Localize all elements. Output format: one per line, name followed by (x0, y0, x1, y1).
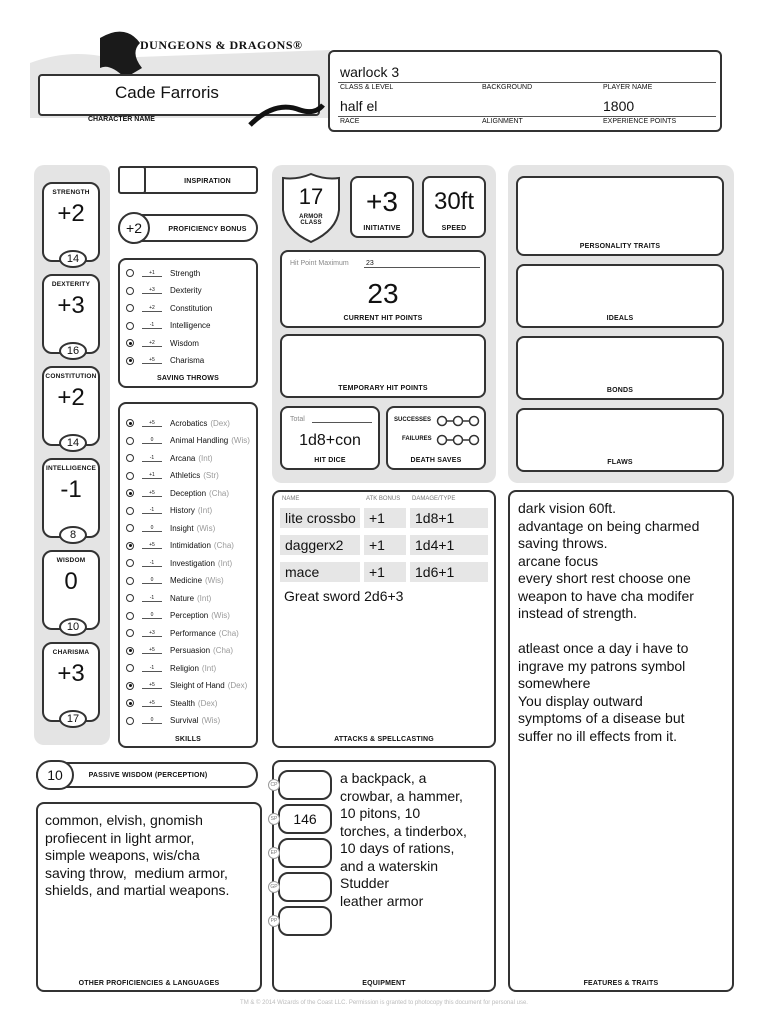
background-label: BACKGROUND (482, 84, 533, 91)
attack-bonus-cell[interactable]: +1 (364, 562, 406, 582)
attacks-col-bonus: ATK BONUS (366, 496, 401, 502)
divider (338, 116, 716, 117)
ability-name: CHARISMA (52, 649, 90, 656)
skill-bonus[interactable]: +5 (142, 490, 162, 497)
bonds-label: BONDS (606, 387, 634, 394)
current-hp-label: CURRENT HIT POINTS (343, 315, 423, 322)
skill-row (126, 591, 211, 605)
ability-charisma-box (42, 642, 100, 725)
attacks-col-name: NAME (282, 496, 300, 502)
speed-value[interactable]: 30ft (433, 188, 475, 215)
skill-row (126, 626, 239, 640)
proficiency-radio[interactable] (126, 542, 134, 550)
skill-bonus[interactable]: +5 (142, 700, 162, 707)
initiative-label: INITIATIVE (363, 225, 401, 232)
proficiency-radio[interactable] (126, 594, 134, 602)
alignment-label: ALIGNMENT (482, 118, 523, 125)
bonds-box[interactable] (516, 336, 724, 400)
skill-name: Perception (170, 611, 209, 620)
saving-throw-row (126, 354, 204, 368)
saving-throws-label: SAVING THROWS (157, 375, 219, 382)
ability-score[interactable]: 14 (59, 250, 87, 268)
ideals-box[interactable] (516, 264, 724, 328)
saving-throw-bonus[interactable]: +5 (142, 357, 162, 364)
ability-name: CONSTITUTION (45, 373, 97, 380)
hit-dice-value[interactable]: 1d8+con (299, 432, 361, 449)
skill-name: Medicine (170, 576, 203, 585)
skill-row (126, 609, 230, 623)
saving-throw-bonus[interactable]: +3 (142, 287, 162, 294)
equipment-text[interactable]: a backpack, a crowbar, a hammer, 10 pitons, 10 torches, a tinderbox, 10 days of rations, and a waterskin Studder leather armor (340, 770, 467, 909)
proficiencies-box (36, 802, 262, 992)
skill-bonus[interactable]: -1 (142, 507, 162, 514)
death-saves-label: DEATH SAVES (410, 457, 462, 464)
attack-name-cell[interactable]: mace (280, 562, 360, 582)
skill-attribute: (Int) (197, 506, 213, 515)
race-label: RACE (340, 118, 360, 125)
ability-name: INTELLIGENCE (45, 465, 97, 472)
ability-score[interactable]: 17 (59, 710, 87, 728)
equipment-label: EQUIPMENT (362, 980, 406, 987)
skill-bonus[interactable]: +5 (142, 420, 162, 427)
coin-cp-field[interactable] (278, 770, 332, 800)
proficiency-radio[interactable] (126, 269, 134, 277)
inspiration-label: INSPIRATION (184, 178, 231, 185)
hit-dice-label: HIT DICE (314, 457, 346, 464)
proficiency-radio[interactable] (126, 419, 134, 427)
character-name-label: CHARACTER NAME (88, 116, 155, 123)
ability-modifier[interactable]: 0 (64, 568, 78, 595)
coin-label: GP (268, 881, 280, 893)
skill-row (126, 679, 247, 693)
skill-attribute: (Int) (197, 593, 212, 603)
skill-row (126, 556, 232, 570)
passive-wisdom-value[interactable]: 10 (36, 760, 74, 790)
coin-sp-field[interactable]: 146 (278, 804, 332, 834)
proficiency-radio[interactable] (126, 682, 134, 690)
ideals-label: IDEALS (606, 315, 634, 322)
attack-bonus-cell[interactable]: +1 (364, 508, 406, 528)
coin-ep-field[interactable] (278, 838, 332, 868)
dragon-tail-icon (245, 95, 325, 130)
proficiency-radio[interactable] (126, 699, 134, 707)
skill-bonus[interactable]: -1 (142, 560, 162, 567)
attack-damage-cell[interactable]: 1d8+1 (410, 508, 488, 528)
armor-class-label: ARMOR CLASS (299, 214, 323, 226)
class-level-value[interactable]: warlock 3 (340, 64, 400, 80)
proficiencies-label: OTHER PROFICIENCIES & LANGUAGES (78, 980, 220, 987)
saving-throw-name: Wisdom (170, 338, 199, 348)
passive-wisdom-box (36, 762, 258, 788)
skill-row (126, 661, 216, 675)
ability-dexterity-box (42, 274, 100, 357)
attack-name-cell[interactable]: lite crossbo (280, 508, 360, 528)
skill-bonus[interactable]: +5 (142, 542, 162, 549)
saving-throws-box (118, 258, 258, 388)
character-info-box (328, 50, 722, 132)
skill-name: Religion (170, 663, 199, 673)
proficiency-bonus-label: PROFICIENCY BONUS (168, 226, 247, 233)
death-saves-box (386, 406, 486, 470)
attacks-label: ATTACKS & SPELLCASTING (334, 736, 434, 743)
ability-modifier[interactable]: +2 (57, 200, 85, 227)
proficiency-radio[interactable] (126, 717, 134, 725)
proficiency-radio[interactable] (126, 339, 134, 347)
failure-circles-icon[interactable] (436, 434, 480, 446)
proficiency-bonus-value[interactable]: +2 (118, 212, 150, 244)
skill-bonus[interactable]: 0 (142, 577, 162, 584)
skill-name: Insight (170, 523, 194, 533)
skill-name: Intimidation (170, 541, 211, 550)
skill-row (126, 504, 212, 518)
skill-bonus[interactable]: 0 (142, 612, 162, 619)
skill-bonus[interactable]: -1 (142, 665, 162, 672)
skill-row (126, 714, 220, 728)
ability-strength-box (42, 182, 100, 265)
skill-name: Acrobatics (170, 418, 208, 428)
skill-bonus[interactable]: 0 (142, 717, 162, 724)
coin-label: PP (268, 915, 280, 927)
coin-label: SP (268, 813, 280, 825)
attack-damage-cell[interactable]: 1d6+1 (410, 562, 488, 582)
attacks-col-damage: DAMAGE/TYPE (412, 496, 456, 502)
skill-attribute: (Cha) (213, 541, 234, 550)
skill-name: Sleight of Hand (170, 681, 225, 690)
skill-name: Persuasion (170, 646, 211, 655)
class-level-label: CLASS & LEVEL (340, 84, 394, 91)
ability-intelligence-box (42, 458, 100, 541)
attack-damage-cell[interactable]: 1d4+1 (410, 535, 488, 555)
features-box (508, 490, 734, 992)
death-saves-successes-label: SUCCESSES (394, 417, 432, 423)
ability-score[interactable]: 14 (59, 434, 87, 452)
skill-row (126, 644, 233, 658)
proficiency-radio[interactable] (126, 472, 134, 480)
skill-name: Animal Handling (170, 436, 229, 445)
proficiency-radio[interactable] (126, 304, 134, 312)
skill-name: History (170, 506, 195, 515)
ability-constitution-box (42, 366, 100, 449)
skill-attribute: (Int) (201, 663, 217, 673)
coin-pp-field[interactable] (278, 906, 332, 936)
proficiency-radio[interactable] (126, 437, 134, 445)
ability-modifier[interactable]: +2 (57, 384, 85, 411)
armor-class-value[interactable]: 17 (298, 184, 324, 209)
attack-name-cell[interactable]: daggerx2 (280, 535, 360, 555)
skill-name: Performance (170, 628, 216, 638)
skill-attribute: (Cha) (213, 646, 234, 655)
experience-label: EXPERIENCE POINTS (603, 118, 677, 125)
proficiency-radio[interactable] (126, 357, 134, 365)
proficiency-radio[interactable] (126, 629, 134, 637)
hp-max-value[interactable]: 23 (364, 260, 480, 268)
speed-label: SPEED (441, 225, 467, 232)
skill-attribute: (Cha) (218, 628, 239, 638)
inspiration-box (118, 166, 258, 194)
proficiency-radio[interactable] (126, 647, 134, 655)
proficiency-radio[interactable] (126, 454, 134, 462)
skill-row (126, 574, 224, 588)
features-text[interactable]: dark vision 60ft. advantage on being charmed saving throws. arcane focus every short rest choose one weapon to have cha modifer instead of strength. atleast once a day i have to ingrave my patrons symbol somewhere You display outward symptoms of a disease but suffer no ill effects from it. (518, 500, 700, 744)
inspiration-checkbox[interactable] (118, 166, 146, 194)
skill-row (126, 451, 213, 465)
ability-name: DEXTERITY (51, 281, 91, 288)
flaws-label: FLAWS (607, 459, 633, 466)
proficiency-radio[interactable] (126, 489, 134, 497)
attacks-notes[interactable]: Great sword 2d6+3 (284, 588, 404, 604)
skill-name: Nature (170, 593, 195, 603)
skill-attribute: (Wis) (211, 611, 230, 620)
attacks-box (272, 490, 496, 748)
skill-bonus[interactable]: -1 (142, 595, 162, 602)
coin-gp-field[interactable] (278, 872, 332, 902)
character-name-value[interactable]: Cade Farroris (115, 83, 219, 102)
divider (312, 422, 372, 423)
saving-throw-name: Strength (170, 268, 201, 278)
proficiency-radio[interactable] (126, 507, 134, 515)
saving-throw-row (126, 319, 210, 333)
proficiency-radio[interactable] (126, 524, 134, 532)
temp-hp-box (280, 334, 486, 398)
skill-name: Survival (170, 716, 199, 725)
skill-attribute: (Wis) (201, 716, 221, 725)
proficiency-radio[interactable] (126, 664, 134, 672)
initiative-value[interactable]: +3 (366, 186, 398, 217)
ability-score[interactable]: 10 (59, 618, 87, 636)
temp-hp-label: TEMPORARY HIT POINTS (338, 385, 428, 392)
coin-label: EP (268, 847, 280, 859)
skill-bonus[interactable]: +5 (142, 647, 162, 654)
race-value[interactable]: half el (340, 98, 378, 114)
skills-label: SKILLS (174, 736, 202, 743)
skill-name: Athletics (170, 471, 201, 480)
personality-traits-label: PERSONALITY TRAITS (579, 243, 661, 250)
skill-bonus[interactable]: +1 (142, 472, 162, 479)
proficiency-radio[interactable] (126, 322, 134, 330)
speed-box (422, 176, 486, 238)
skill-row (126, 486, 229, 500)
skill-row (126, 416, 230, 430)
skill-row (126, 696, 217, 710)
initiative-box (350, 176, 414, 238)
skill-attribute: (Cha) (209, 488, 230, 498)
skill-bonus[interactable]: 0 (142, 437, 162, 444)
skill-bonus[interactable]: -1 (142, 455, 162, 462)
skill-attribute: (Str) (203, 471, 219, 480)
skill-attribute: (Wis) (205, 576, 224, 585)
proficiency-radio[interactable] (126, 287, 134, 295)
copyright-footer: TM & © 2014 Wizards of the Coast LLC. Permission is granted to photocopy this document for personal use. (240, 1000, 528, 1006)
dnd-logo: DUNGEONS & DRAGONS® (140, 38, 303, 52)
skill-bonus[interactable]: +5 (142, 682, 162, 689)
skill-name: Arcana (170, 453, 196, 463)
flaws-box[interactable] (516, 408, 724, 472)
divider (338, 82, 716, 83)
hit-dice-total-label: Total (290, 416, 305, 423)
skill-name: Stealth (170, 698, 195, 708)
skill-bonus[interactable]: +3 (142, 630, 162, 637)
death-saves-failures-label: FAILURES (402, 436, 432, 442)
saving-throw-name: Charisma (170, 356, 205, 365)
skill-row (126, 469, 219, 483)
ability-modifier[interactable]: -1 (60, 476, 82, 503)
saving-throw-row (126, 336, 199, 350)
personality-traits-box[interactable] (516, 176, 724, 256)
hit-dice-box (280, 406, 380, 470)
skill-row (126, 434, 250, 448)
proficiencies-text[interactable]: common, elvish, gnomish profiecent in light armor, simple weapons, wis/cha saving throw, medium armor, shields, and martial weapons. (45, 812, 230, 898)
ability-name: STRENGTH (52, 189, 90, 196)
saving-throw-bonus[interactable]: -1 (142, 322, 162, 329)
player-name-label: PLAYER NAME (603, 84, 653, 91)
current-hp-box (280, 250, 486, 328)
skill-attribute: (Wis) (231, 436, 250, 445)
proficiency-radio[interactable] (126, 612, 134, 620)
skill-attribute: (Int) (217, 558, 233, 568)
skill-attribute: (Wis) (196, 523, 216, 533)
ability-score[interactable]: 8 (59, 526, 87, 544)
saving-throw-name: Intelligence (170, 321, 211, 330)
skill-attribute: (Dex) (197, 698, 218, 708)
experience-value[interactable]: 1800 (603, 98, 635, 114)
saving-throw-row (126, 284, 202, 298)
saving-throw-row (126, 266, 200, 280)
skill-attribute: (Int) (198, 453, 213, 463)
saving-throw-name: Constitution (170, 303, 213, 313)
features-label: FEATURES & TRAITS (583, 980, 659, 987)
skill-attribute: (Dex) (210, 418, 230, 428)
saving-throw-bonus[interactable]: +2 (142, 340, 162, 347)
saving-throw-bonus[interactable]: +2 (142, 305, 162, 312)
ability-name: WISDOM (56, 557, 86, 564)
success-circles-icon[interactable] (436, 415, 480, 427)
saving-throw-bonus[interactable]: +1 (142, 270, 162, 277)
skill-name: Investigation (170, 558, 215, 568)
skill-row (126, 539, 234, 553)
ability-modifier[interactable]: +3 (57, 292, 85, 319)
passive-wisdom-label: PASSIVE WISDOM (PERCEPTION) (88, 772, 208, 779)
proficiency-radio[interactable] (126, 577, 134, 585)
ability-score[interactable]: 16 (59, 342, 87, 360)
ability-modifier[interactable]: +3 (57, 660, 85, 687)
coin-label: CP (268, 779, 280, 791)
attack-bonus-cell[interactable]: +1 (364, 535, 406, 555)
skill-row (126, 521, 215, 535)
skill-bonus[interactable]: 0 (142, 525, 162, 532)
ability-wisdom-box (42, 550, 100, 633)
skills-box (118, 402, 258, 748)
skill-name: Deception (170, 488, 207, 498)
proficiency-radio[interactable] (126, 559, 134, 567)
current-hp-value[interactable]: 23 (367, 278, 399, 309)
saving-throw-name: Dexterity (170, 286, 202, 295)
proficiency-bonus-box (118, 214, 258, 242)
skill-attribute: (Dex) (227, 681, 248, 690)
saving-throw-row (126, 301, 212, 315)
hp-max-label: Hit Point Maximum (290, 260, 349, 267)
